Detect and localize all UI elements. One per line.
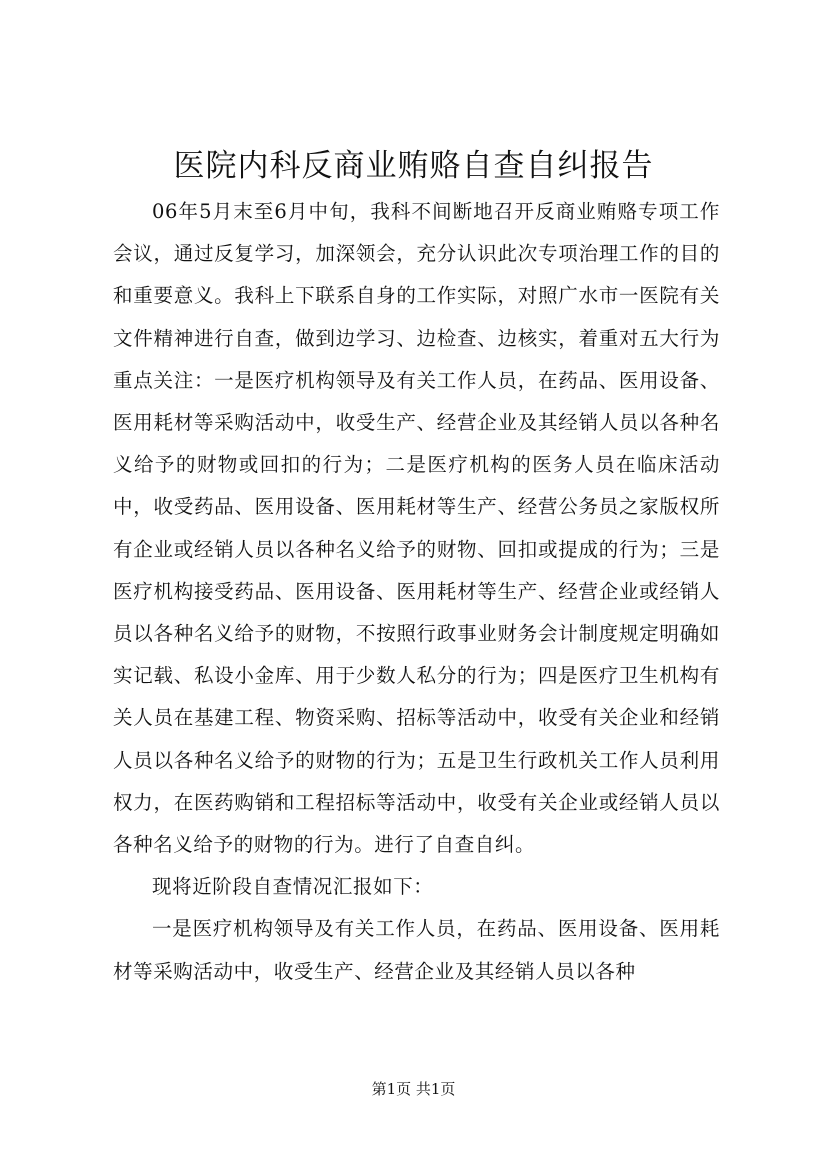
paragraph-item-one: 一是医疗机构领导及有关工作人员，在药品、医用设备、医用耗材等采购活动中，收受生产、经营企业及其经销人员以各种 <box>113 917 720 983</box>
paragraph-intro: 06年5月末至6月中旬，我科不间断地召开反商业贿赂专项工作会议，通过反复学习，加深领会，充分认识此次专项治理工作的目的和重要意义。我科上下联系自身的工作实际，对照广水市一医院有关文件精神进行自查，做到边学习、边检查、边核实，着重对五大行为重点关注：一是医疗机构领导及有关工作人员，在药品、医用设备、医用耗材等采购活动中，收受生产、经营企业及其经销人员以各种名义给予的财物或回扣的行为；二是医疗机构的医务人员在临床活动中，收受药品、医用设备、医用耗材等生产、经营公务员之家版权所有企业或经销人员以各种名义给予的财物、回扣或提成的行为；三是医疗机构接受药品、医用设备、医用耗材等生产、经营企业或经销人员以各种名义给予的财物，不按照行政事业财务会计制度规定明确如实记载、私设小金库、用于少数人私分的行为；四是医疗卫生机构有关人员在基建工程、物资采购、招标等活动中，收受有关企业和经销人员以各种名义给予的财物的行为；五是卫生行政机关工作人员利用权力，在医药购销和工程招标等活动中，收受有关企业或经销人员以各种名义给予的财物的行为。进行了自查自纠。 <box>113 200 720 857</box>
document-title: 医院内科反商业贿赂自查自纠报告 <box>173 148 654 184</box>
paragraph-summary-lead: 现将近阶段自查情况汇报如下： <box>152 875 434 899</box>
page-number-footer: 第1页 共1页 <box>371 1080 456 1098</box>
document-body <box>113 191 720 993</box>
